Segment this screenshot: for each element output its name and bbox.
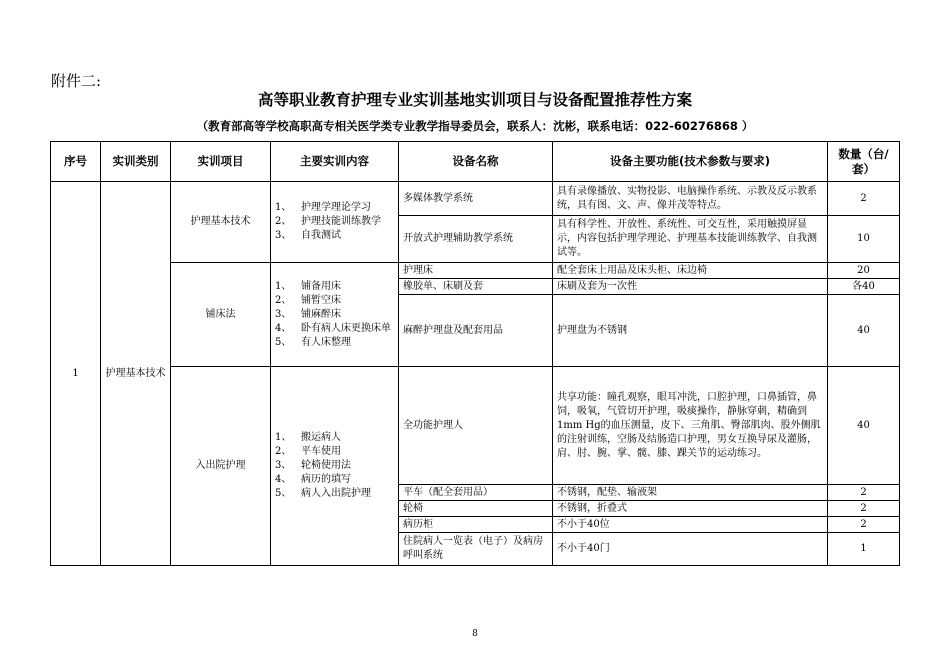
equipment-function: 配全套床上用品及床头柜、床边椅 — [553, 263, 828, 279]
equipment-function: 共享功能：瞳孔观察，眼耳冲洗，口腔护理，口鼻插管，鼻饲，吸氧，气管切开护理，吸痰操作，静脉穿刺，精确到1mm Hg的血压测量，皮下、三角肌、臀部肌肉、股外侧肌的注射训练，空肠及结肠造口护理，男女互换导尿及灌肠，肩、肘、腕、掌、髋、膝、踝关节的运动练习。 — [553, 367, 828, 485]
category-cell: 护理基本技术 — [101, 182, 171, 566]
content-cell — [271, 182, 399, 263]
document-subtitle: （教育部高等学校高职高专相关医学类专业教学指导委员会，联系人：沈彬，联系电话：022-60276868 ） — [196, 119, 754, 133]
project-cell: 入出院护理 — [171, 367, 271, 566]
equipment-function: 不锈钢，折叠式 — [553, 501, 828, 517]
equipment-name: 护理床 — [399, 263, 553, 279]
equipment-name: 病历柜 — [399, 517, 553, 533]
project-cell: 铺床法 — [171, 263, 271, 367]
seq-cell: 1 — [51, 182, 101, 566]
list-item: 1、 搬运病人 — [275, 432, 341, 443]
list-item: 4、 病历的填写 — [275, 474, 351, 485]
header-seq: 序号 — [51, 142, 101, 182]
equipment-name: 多媒体教学系统 — [399, 182, 553, 216]
equipment-quantity: 各40 — [828, 279, 900, 295]
header-quantity: 数量（台/套） — [828, 142, 900, 182]
list-item: 5、 有人床整理 — [275, 336, 351, 348]
header-project: 实训项目 — [171, 142, 271, 182]
list-item: 2、 护理技能训练教学 — [275, 216, 381, 227]
table-row — [51, 182, 900, 216]
list-item: 3、 轮椅使用法 — [275, 460, 351, 471]
equipment-function: 具有科学性、开放性、系统性、可交互性，采用触摸屏显示，内容包括护理学理论、护理基本技能训练教学、自我测试等。 — [553, 216, 828, 263]
training-equipment-table — [50, 141, 900, 566]
list-item: 2、 平车使用 — [275, 446, 341, 457]
equipment-quantity: 2 — [828, 182, 900, 216]
equipment-quantity: 20 — [828, 263, 900, 279]
header-content: 主要实训内容 — [271, 142, 399, 182]
equipment-quantity: 2 — [828, 485, 900, 501]
equipment-name: 麻醉护理盘及配套用品 — [399, 295, 553, 367]
equipment-name: 住院病人一览表（电子）及病房呼叫系统 — [399, 533, 553, 566]
header-equipment: 设备名称 — [399, 142, 553, 182]
equipment-name: 平车（配全套用品） — [399, 485, 553, 501]
equipment-function: 具有录像播放、实物投影、电脑操作系统、示教及反示教系统，具有图、文、声、像并茂等特点。 — [553, 182, 828, 216]
equipment-function: 床刷及套为一次性 — [553, 279, 828, 295]
equipment-name: 开放式护理辅助教学系统 — [399, 216, 553, 263]
header-function: 设备主要功能(技术参数与要求) — [553, 142, 828, 182]
list-item: 1、 铺备用床 — [275, 280, 341, 292]
list-item: 1、 护理学理论学习 — [275, 202, 371, 213]
equipment-quantity: 40 — [828, 367, 900, 485]
list-item: 4、 卧有病人床更换床单 — [275, 322, 391, 334]
project-cell: 护理基本技术 — [171, 182, 271, 263]
list-item: 2、 铺暂空床 — [275, 294, 341, 306]
equipment-name: 轮椅 — [399, 501, 553, 517]
header-row — [51, 142, 900, 182]
equipment-function: 护理盘为不锈钢 — [553, 295, 828, 367]
list-item: 3、 铺麻醉床 — [275, 308, 341, 320]
equipment-quantity: 10 — [828, 216, 900, 263]
content-cell — [271, 367, 399, 566]
table-row — [51, 263, 900, 279]
equipment-quantity: 2 — [828, 517, 900, 533]
equipment-function: 不小于40位 — [553, 517, 828, 533]
equipment-quantity: 2 — [828, 501, 900, 517]
page-number: 8 — [472, 629, 478, 639]
annex-label: 附件二: — [51, 72, 102, 90]
list-item: 5、 病人入出院护理 — [275, 488, 371, 499]
header-category: 实训类别 — [101, 142, 171, 182]
document-title: 高等职业教育护理专业实训基地实训项目与设备配置推荐性方案 — [257, 91, 692, 109]
content-cell — [271, 263, 399, 367]
equipment-quantity: 40 — [828, 295, 900, 367]
list-item: 3、 自我测试 — [275, 230, 341, 241]
equipment-name: 橡胶单、床刷及套 — [399, 279, 553, 295]
equipment-quantity: 1 — [828, 533, 900, 566]
equipment-function: 不锈钢，配垫、输液架 — [553, 485, 828, 501]
equipment-name: 全功能护理人 — [399, 367, 553, 485]
equipment-function: 不小于40门 — [553, 533, 828, 566]
table-row — [51, 367, 900, 485]
